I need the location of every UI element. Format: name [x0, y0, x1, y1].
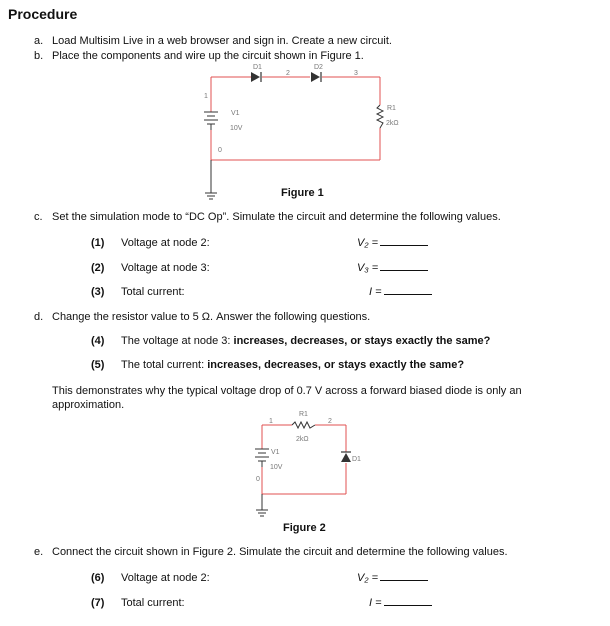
step-c-letter: c. — [34, 211, 43, 223]
diode-d1-symbol — [251, 72, 261, 82]
fig2-node0-label: 0 — [256, 476, 260, 483]
fig1-d1-label: D1 — [253, 64, 262, 71]
q7-answer-blank[interactable] — [384, 597, 432, 606]
q6-number: (6) — [91, 572, 105, 584]
fig1-node0-label: 0 — [218, 147, 222, 154]
q3-number: (3) — [91, 286, 105, 298]
q7-answer-label: I = — [369, 597, 382, 609]
q2-text: Voltage at node 3: — [121, 262, 210, 274]
battery-v1-fig2-symbol — [255, 449, 269, 467]
step-d-text: Change the resistor value to 5 Ω. Answer the following questions. — [52, 311, 371, 323]
fig1-d2-label: D2 — [314, 64, 323, 71]
q6-answer-field[interactable] — [357, 572, 428, 584]
ground-symbol-2 — [256, 510, 268, 516]
q1-text: Voltage at node 2: — [121, 237, 210, 249]
fig1-v1-value: 10V — [230, 125, 243, 132]
fig1-node2-label: 2 — [286, 70, 290, 77]
fig2-r1-value: 2kΩ — [296, 436, 309, 443]
q6-text: Voltage at node 2: — [121, 572, 210, 584]
fig2-d1-label: D1 — [352, 456, 361, 463]
q1-answer-field[interactable] — [357, 237, 428, 249]
page-title: Procedure — [8, 6, 78, 22]
diode-d2-symbol — [311, 72, 321, 82]
q4-text: The voltage at node 3: — [121, 335, 231, 347]
step-e-letter: e. — [34, 546, 44, 558]
q4-number: (4) — [91, 335, 105, 347]
q1-number: (1) — [91, 237, 105, 249]
step-a-letter: a. — [34, 35, 44, 47]
approximation-note: This demonstrates why the typical voltage drop of 0.7 V across a forward biased diode is only an approximation. — [52, 385, 522, 411]
q3-answer-blank[interactable] — [384, 286, 432, 295]
step-b-text: Place the components and wire up the circuit shown in Figure 1. — [52, 50, 364, 62]
q5-number: (5) — [91, 359, 105, 371]
resistor-r1-fig2-symbol — [292, 422, 315, 428]
fig1-v1-label: V1 — [231, 110, 240, 117]
q5-text: The total current: — [121, 359, 205, 371]
q3-text: Total current: — [121, 286, 185, 298]
fig2-node1-label: 1 — [269, 418, 273, 425]
resistor-r1-symbol — [377, 105, 383, 128]
step-c-text: Set the simulation mode to “DC Op”. Simulate the circuit and determine the following values. — [52, 211, 501, 223]
q7-answer-field[interactable] — [369, 597, 432, 609]
fig1-r1-value: 2kΩ — [386, 120, 399, 127]
fig2-v1-label: V1 — [271, 449, 280, 456]
q4-choices: increases, decreases, or stays exactly the same? — [233, 335, 491, 347]
q7-number: (7) — [91, 597, 105, 609]
figure-1-caption: Figure 1 — [281, 187, 324, 199]
q1-answer-blank[interactable] — [380, 237, 428, 246]
q2-answer-blank[interactable] — [380, 262, 428, 271]
step-a-text: Load Multisim Live in a web browser and sign in. Create a new circuit. — [52, 35, 392, 47]
q6-answer-label: V₂ = — [357, 572, 379, 584]
fig1-r1-label: R1 — [387, 105, 396, 112]
q5-choices: increases, decreases, or stays exactly the same? — [207, 359, 465, 371]
fig1-node3-label: 3 — [354, 70, 358, 77]
step-d-letter: d. — [34, 311, 44, 323]
ground-symbol-1 — [205, 193, 217, 199]
fig1-node1-label: 1 — [204, 93, 208, 100]
q2-number: (2) — [91, 262, 105, 274]
q6-answer-blank[interactable] — [380, 572, 428, 581]
q3-answer-label: I = — [369, 286, 382, 298]
q7-text: Total current: — [121, 597, 185, 609]
step-b-letter: b. — [34, 50, 44, 62]
q3-answer-field[interactable] — [369, 286, 432, 298]
q2-answer-label: V₃ = — [357, 262, 379, 274]
diode-d1-fig2-symbol — [341, 452, 351, 462]
fig2-v1-value: 10V — [270, 464, 283, 471]
battery-v1-symbol — [204, 112, 218, 130]
fig2-r1-label: R1 — [299, 411, 308, 418]
figure-2-caption: Figure 2 — [283, 522, 326, 534]
q2-answer-field[interactable] — [357, 262, 428, 274]
step-e-text: Connect the circuit shown in Figure 2. Simulate the circuit and determine the following values. — [52, 546, 508, 558]
fig2-node2-label: 2 — [328, 418, 332, 425]
q1-answer-label: V₂ = — [357, 237, 379, 249]
